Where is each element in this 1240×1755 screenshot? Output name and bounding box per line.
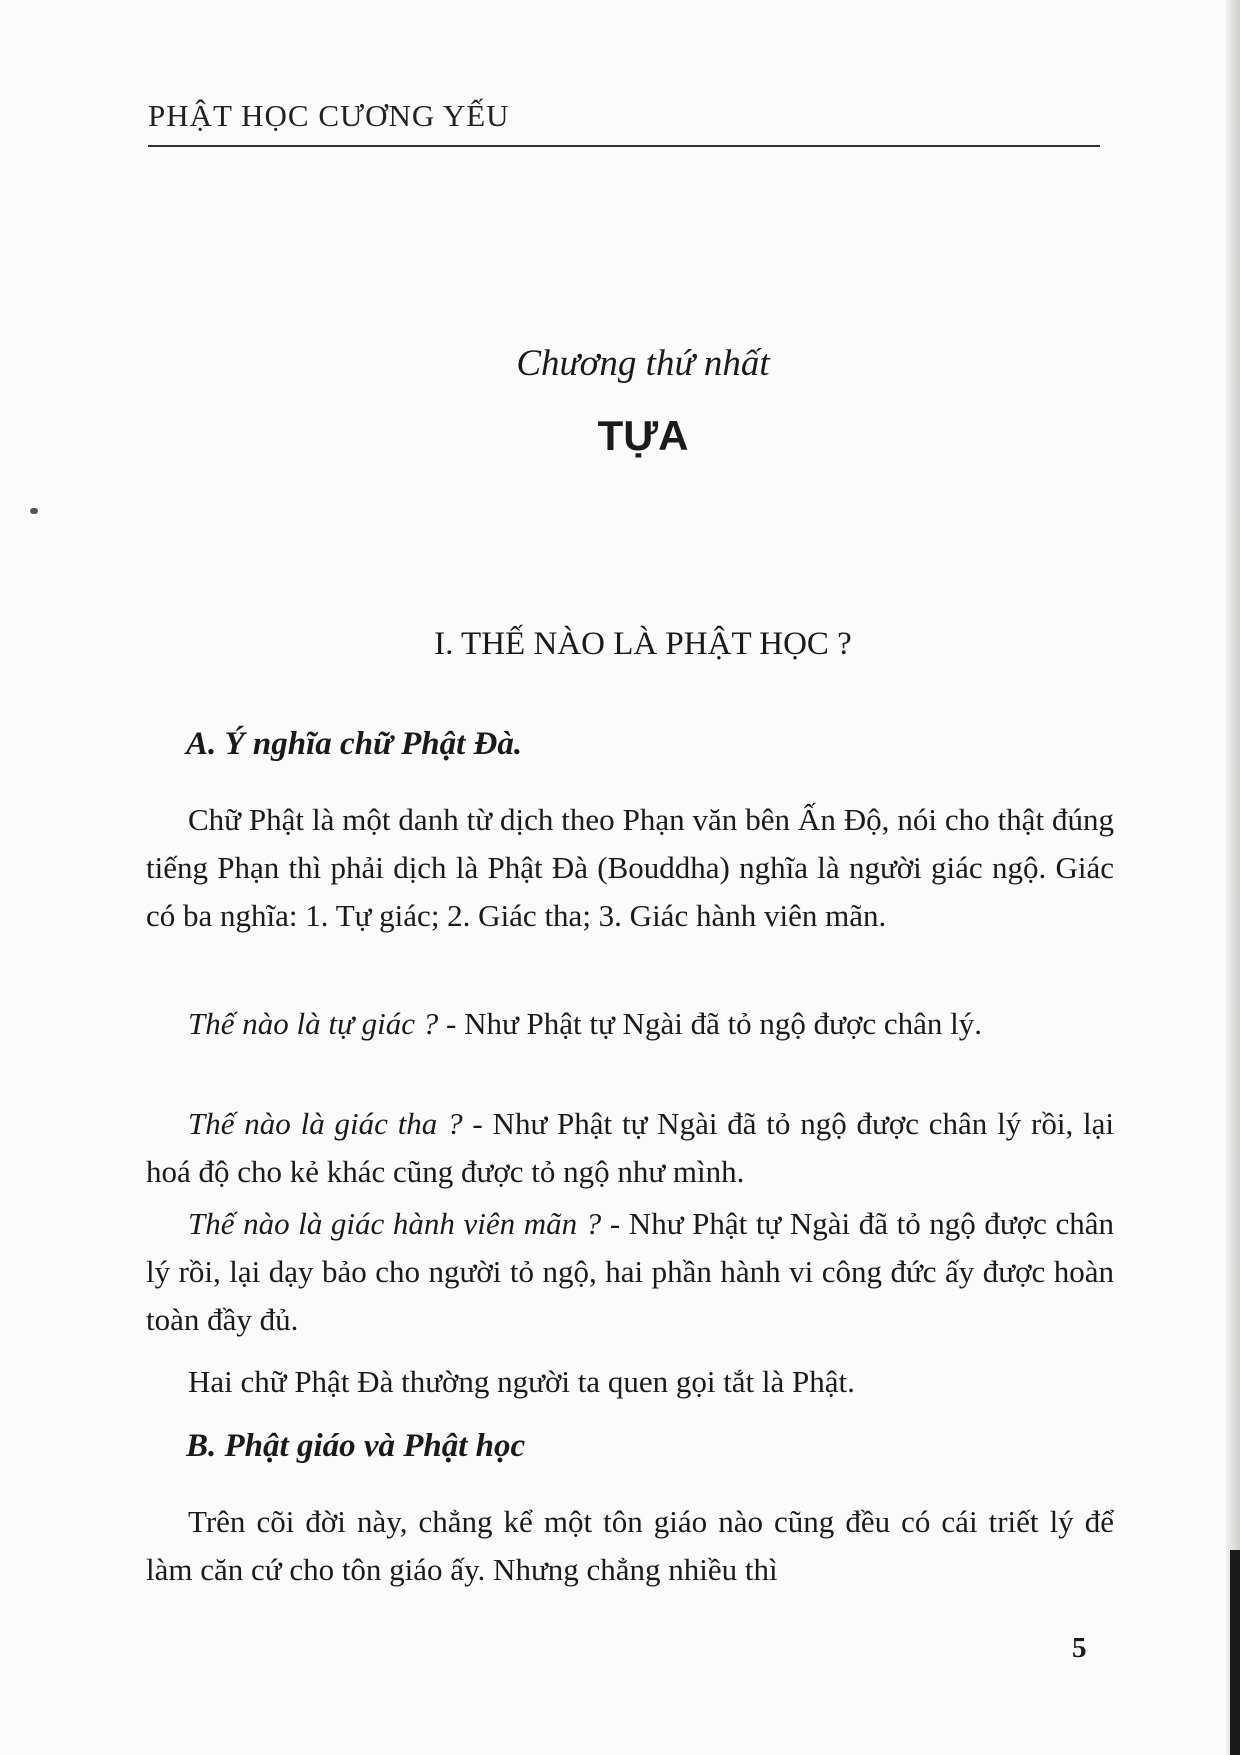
header-rule — [148, 145, 1100, 147]
paragraph-short-name: Hai chữ Phật Đà thường người ta quen gọi tắt là Phật. — [188, 1364, 855, 1399]
running-header: PHẬT HỌC CƯƠNG YẾU — [148, 98, 510, 133]
section-heading: I. THẾ NÀO LÀ PHẬT HỌC ? — [434, 626, 852, 662]
paragraph-self-awakening — [146, 1000, 1114, 1048]
page-number: 5 — [1072, 1632, 1087, 1664]
scan-speck — [30, 508, 38, 514]
answer-perfect-awakening: - Như Phật tự Ngài đã tỏ ngộ được chân lý rồi, lại dạy bảo cho người tỏ ngộ, hai phần hành vi công đức ấy được hoàn toàn đầy đủ. — [146, 1206, 1114, 1337]
subsection-b-heading: B. Phật giáo và Phật học — [186, 1428, 526, 1464]
paragraph-awakening-others — [146, 1100, 1114, 1196]
binding-edge — [1230, 1550, 1240, 1755]
answer-awakening-others: - Như Phật tự Ngài đã tỏ ngộ được chân lý rồi, lại hoá độ cho kẻ khác cũng được tỏ ngộ như mình. — [146, 1106, 1114, 1189]
question-awakening-others: Thế nào là giác tha ? — [188, 1106, 463, 1141]
paragraph-religion-philosophy: Trên cõi đời này, chẳng kể một tôn giáo nào cũng đều có cái triết lý để làm căn cứ cho tôn giáo ấy. Nhưng chẳng nhiều thì — [146, 1504, 1114, 1587]
chapter-title: TỰA — [597, 412, 689, 459]
paragraph-perfect-awakening — [146, 1200, 1114, 1344]
page-edge-shadow — [1226, 0, 1240, 1755]
question-self-awakening: Thế nào là tự giác ? — [188, 1006, 439, 1041]
chapter-label: Chương thứ nhất — [516, 343, 770, 384]
question-perfect-awakening: Thế nào là giác hành viên mãn ? — [188, 1206, 602, 1241]
paragraph-meaning-of-buddha: Chữ Phật là một danh từ dịch theo Phạn văn bên Ấn Độ, nói cho thật đúng tiếng Phạn thì phải dịch là Phật Đà (Bouddha) nghĩa là người giác ngộ. Giác có ba nghĩa: 1. Tự giác; 2. Giác tha; 3. Giác hành viên mãn. — [146, 802, 1114, 933]
answer-self-awakening: - Như Phật tự Ngài đã tỏ ngộ được chân lý. — [438, 1006, 983, 1041]
subsection-a-heading: A. Ý nghĩa chữ Phật Đà. — [186, 726, 523, 762]
